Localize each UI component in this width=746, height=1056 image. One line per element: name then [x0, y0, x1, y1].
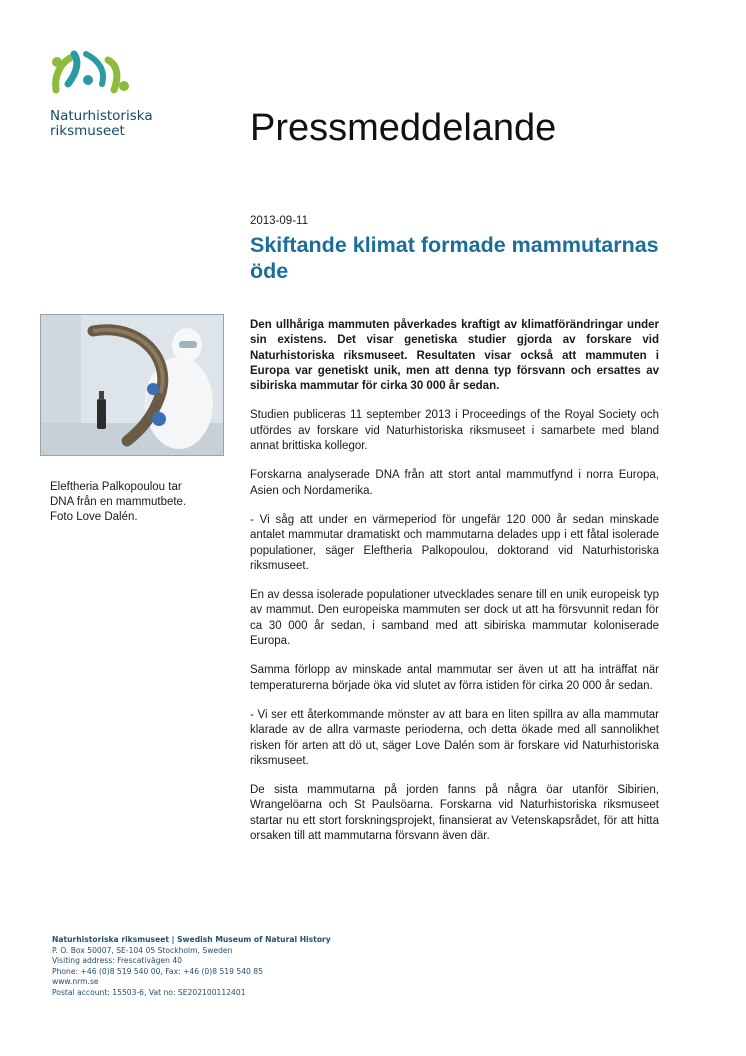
photo-caption — [50, 480, 220, 525]
lead-paragraph: Den ullhåriga mammuten påverkades kraftigt av klimatförändringar under sin existens. Det visar genetiska studier gjorda av forskare vid Naturhistoriska riksmuseet. Resultaten visar också att mammuten i Europa var genetiskt unik, men att denna typ försvann och ersattes av sibiriska mammutar för cirka 30 000 år sedan. — [250, 319, 659, 393]
article-body — [250, 318, 659, 858]
body-paragraph: Samma förlopp av minskade antal mammutar ser även ut att ha inträffat när temperaturerna började öka vid slutet av förra istiden för cirka 20 000 år sedan. — [250, 664, 659, 692]
museum-name-line2: riksmuseet — [50, 123, 125, 139]
body-paragraph: Studien publiceras 11 september 2013 i Proceedings of the Royal Society och utfördes av forskare vid Naturhistoriska riksmuseet i samarbete med bland annat brittiska kollegor. — [250, 409, 659, 453]
caption-line: Eleftheria Palkopoulou tar — [50, 481, 182, 493]
body-paragraph: - Vi såg att under en värmeperiod för ungefär 120 000 år sedan minskade antalet mammutar dramatiskt och mammutarna delades upp i ett fåtal isolerade populationer, säger Eleftheria Palkopoulou, doktorand vid Naturhistoriska riksmuseet. — [250, 513, 659, 572]
caption-line: DNA från en mammutbete. — [50, 496, 187, 508]
page-title: Pressmeddelande — [250, 107, 557, 149]
footer-phone: Phone: +46 (0)8 519 540 00, Fax: +46 (0)8 519 540 85 — [52, 966, 263, 976]
body-paragraph: En av dessa isolerade populationer utvecklades senare till en unik europeisk typ av mammut. Den europeiska mammuten ser dock ut att ha försvunnit redan för ca 30 000 år sedan, i samband med att sibiriska mammutar koloniserade Europa. — [250, 589, 659, 648]
footer-address: P. O. Box 50007, SE-104 05 Stockholm, Sweden — [52, 945, 233, 955]
footer-visiting-address: Visiting address: Frescativägen 40 — [52, 956, 182, 966]
release-date: 2013-09-11 — [250, 215, 308, 227]
contact-footer — [52, 935, 331, 999]
mammoth-tusk-photo — [40, 314, 224, 456]
body-paragraph: Forskarna analyserade DNA från att stort antal mammutfynd i norra Europa, Asien och Nordamerika. — [250, 469, 659, 497]
body-paragraph: - Vi ser ett återkommande mönster av att bara en liten spillra av alla mammutar klarade av de allra varmaste perioderna, och detta ökade med all sannolikhet risken för arten att dö ut, säger Love Dalén som är forskare vid Naturhistoriska riksmuseet. — [250, 708, 659, 767]
museum-name — [50, 109, 153, 139]
footer-postal-account: Postal account: 15503-6, Vat no: SE202100112401 — [52, 987, 246, 997]
museum-name-line1: Naturhistoriska — [50, 108, 153, 124]
museum-logo — [50, 50, 130, 96]
footer-organization: Naturhistoriska riksmuseet | Swedish Museum of Natural History — [52, 935, 331, 944]
footer-website: www.nrm.se — [52, 977, 99, 987]
body-paragraph: De sista mammutarna på jorden fanns på några öar utanför Sibirien, Wrangelöarna och St Paulsöarna. Forskarna vid Naturhistoriska riksmuseet startar nu ett stort forskningsprojekt, finansierat av Vetenskapsrådet, för att hitta orsaken till att mammutarna försvann även där. — [250, 784, 659, 843]
caption-line: Foto Love Dalén. — [50, 511, 138, 523]
article-headline: Skiftande klimat formade mammutarnas öde — [250, 233, 659, 283]
